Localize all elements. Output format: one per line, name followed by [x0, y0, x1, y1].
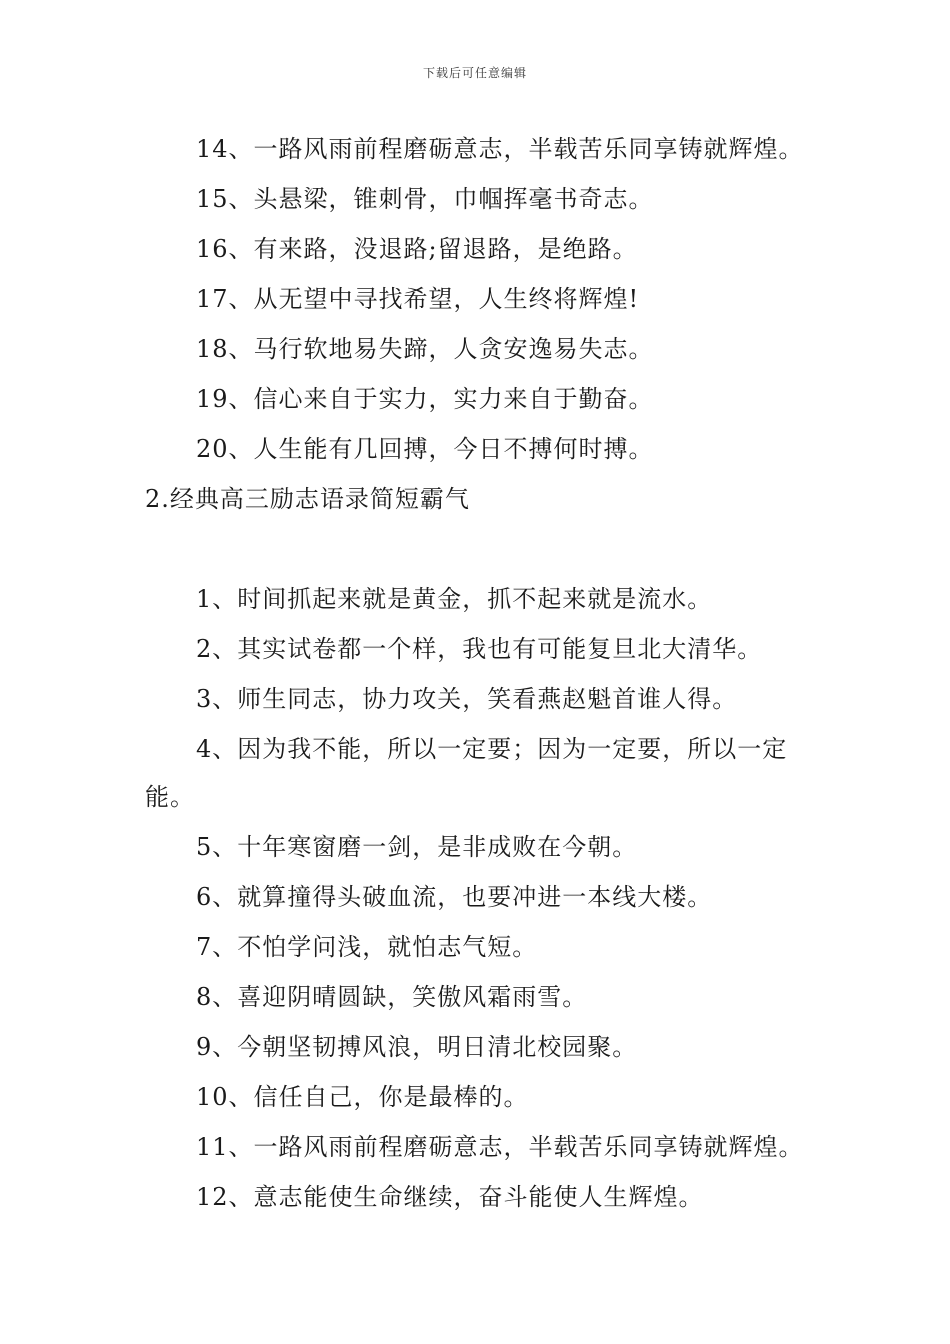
- list-item: 9、今朝坚韧搏风浪，明日清北校园聚。: [196, 1033, 638, 1061]
- list-item: 4、因为我不能，所以一定要；因为一定要，所以一定: [196, 735, 788, 763]
- section-heading: 2.经典高三励志语录简短霸气: [145, 485, 470, 513]
- list-item: 3、师生同志，协力攻关，笑看燕赵魁首谁人得。: [196, 685, 738, 713]
- list-item: 14、一路风雨前程磨砺意志，半载苦乐同享铸就辉煌。: [196, 135, 804, 163]
- list-item: 8、喜迎阴晴圆缺，笑傲风霜雨雪。: [196, 983, 588, 1011]
- list-item: 19、信心来自于实力，实力来自于勤奋。: [196, 385, 654, 413]
- list-item-continuation: 能。: [145, 783, 195, 811]
- list-item: 1、时间抓起来就是黄金，抓不起来就是流水。: [196, 585, 713, 613]
- header-note: 下载后可任意编辑: [422, 66, 527, 80]
- list-item: 2、其实试卷都一个样，我也有可能复旦北大清华。: [196, 635, 763, 663]
- list-item: 20、人生能有几回搏，今日不搏何时搏。: [196, 435, 654, 463]
- list-item: 11、一路风雨前程磨砺意志，半载苦乐同享铸就辉煌。: [196, 1133, 804, 1161]
- list-item: 16、有来路，没退路;留退路，是绝路。: [196, 235, 638, 263]
- list-item: 17、从无望中寻找希望，人生终将辉煌!: [196, 285, 640, 313]
- list-item: 7、不怕学问浅，就怕志气短。: [196, 933, 538, 961]
- list-item: 6、就算撞得头破血流，也要冲进一本线大楼。: [196, 883, 713, 911]
- list-item: 5、十年寒窗磨一剑，是非成败在今朝。: [196, 833, 638, 861]
- list-item: 18、马行软地易失蹄，人贪安逸易失志。: [196, 335, 654, 363]
- list-item: 10、信任自己，你是最棒的。: [196, 1083, 529, 1111]
- list-item: 15、头悬梁，锥刺骨，巾帼挥毫书奇志。: [196, 185, 654, 213]
- list-item: 12、意志能使生命继续，奋斗能使人生辉煌。: [196, 1183, 704, 1211]
